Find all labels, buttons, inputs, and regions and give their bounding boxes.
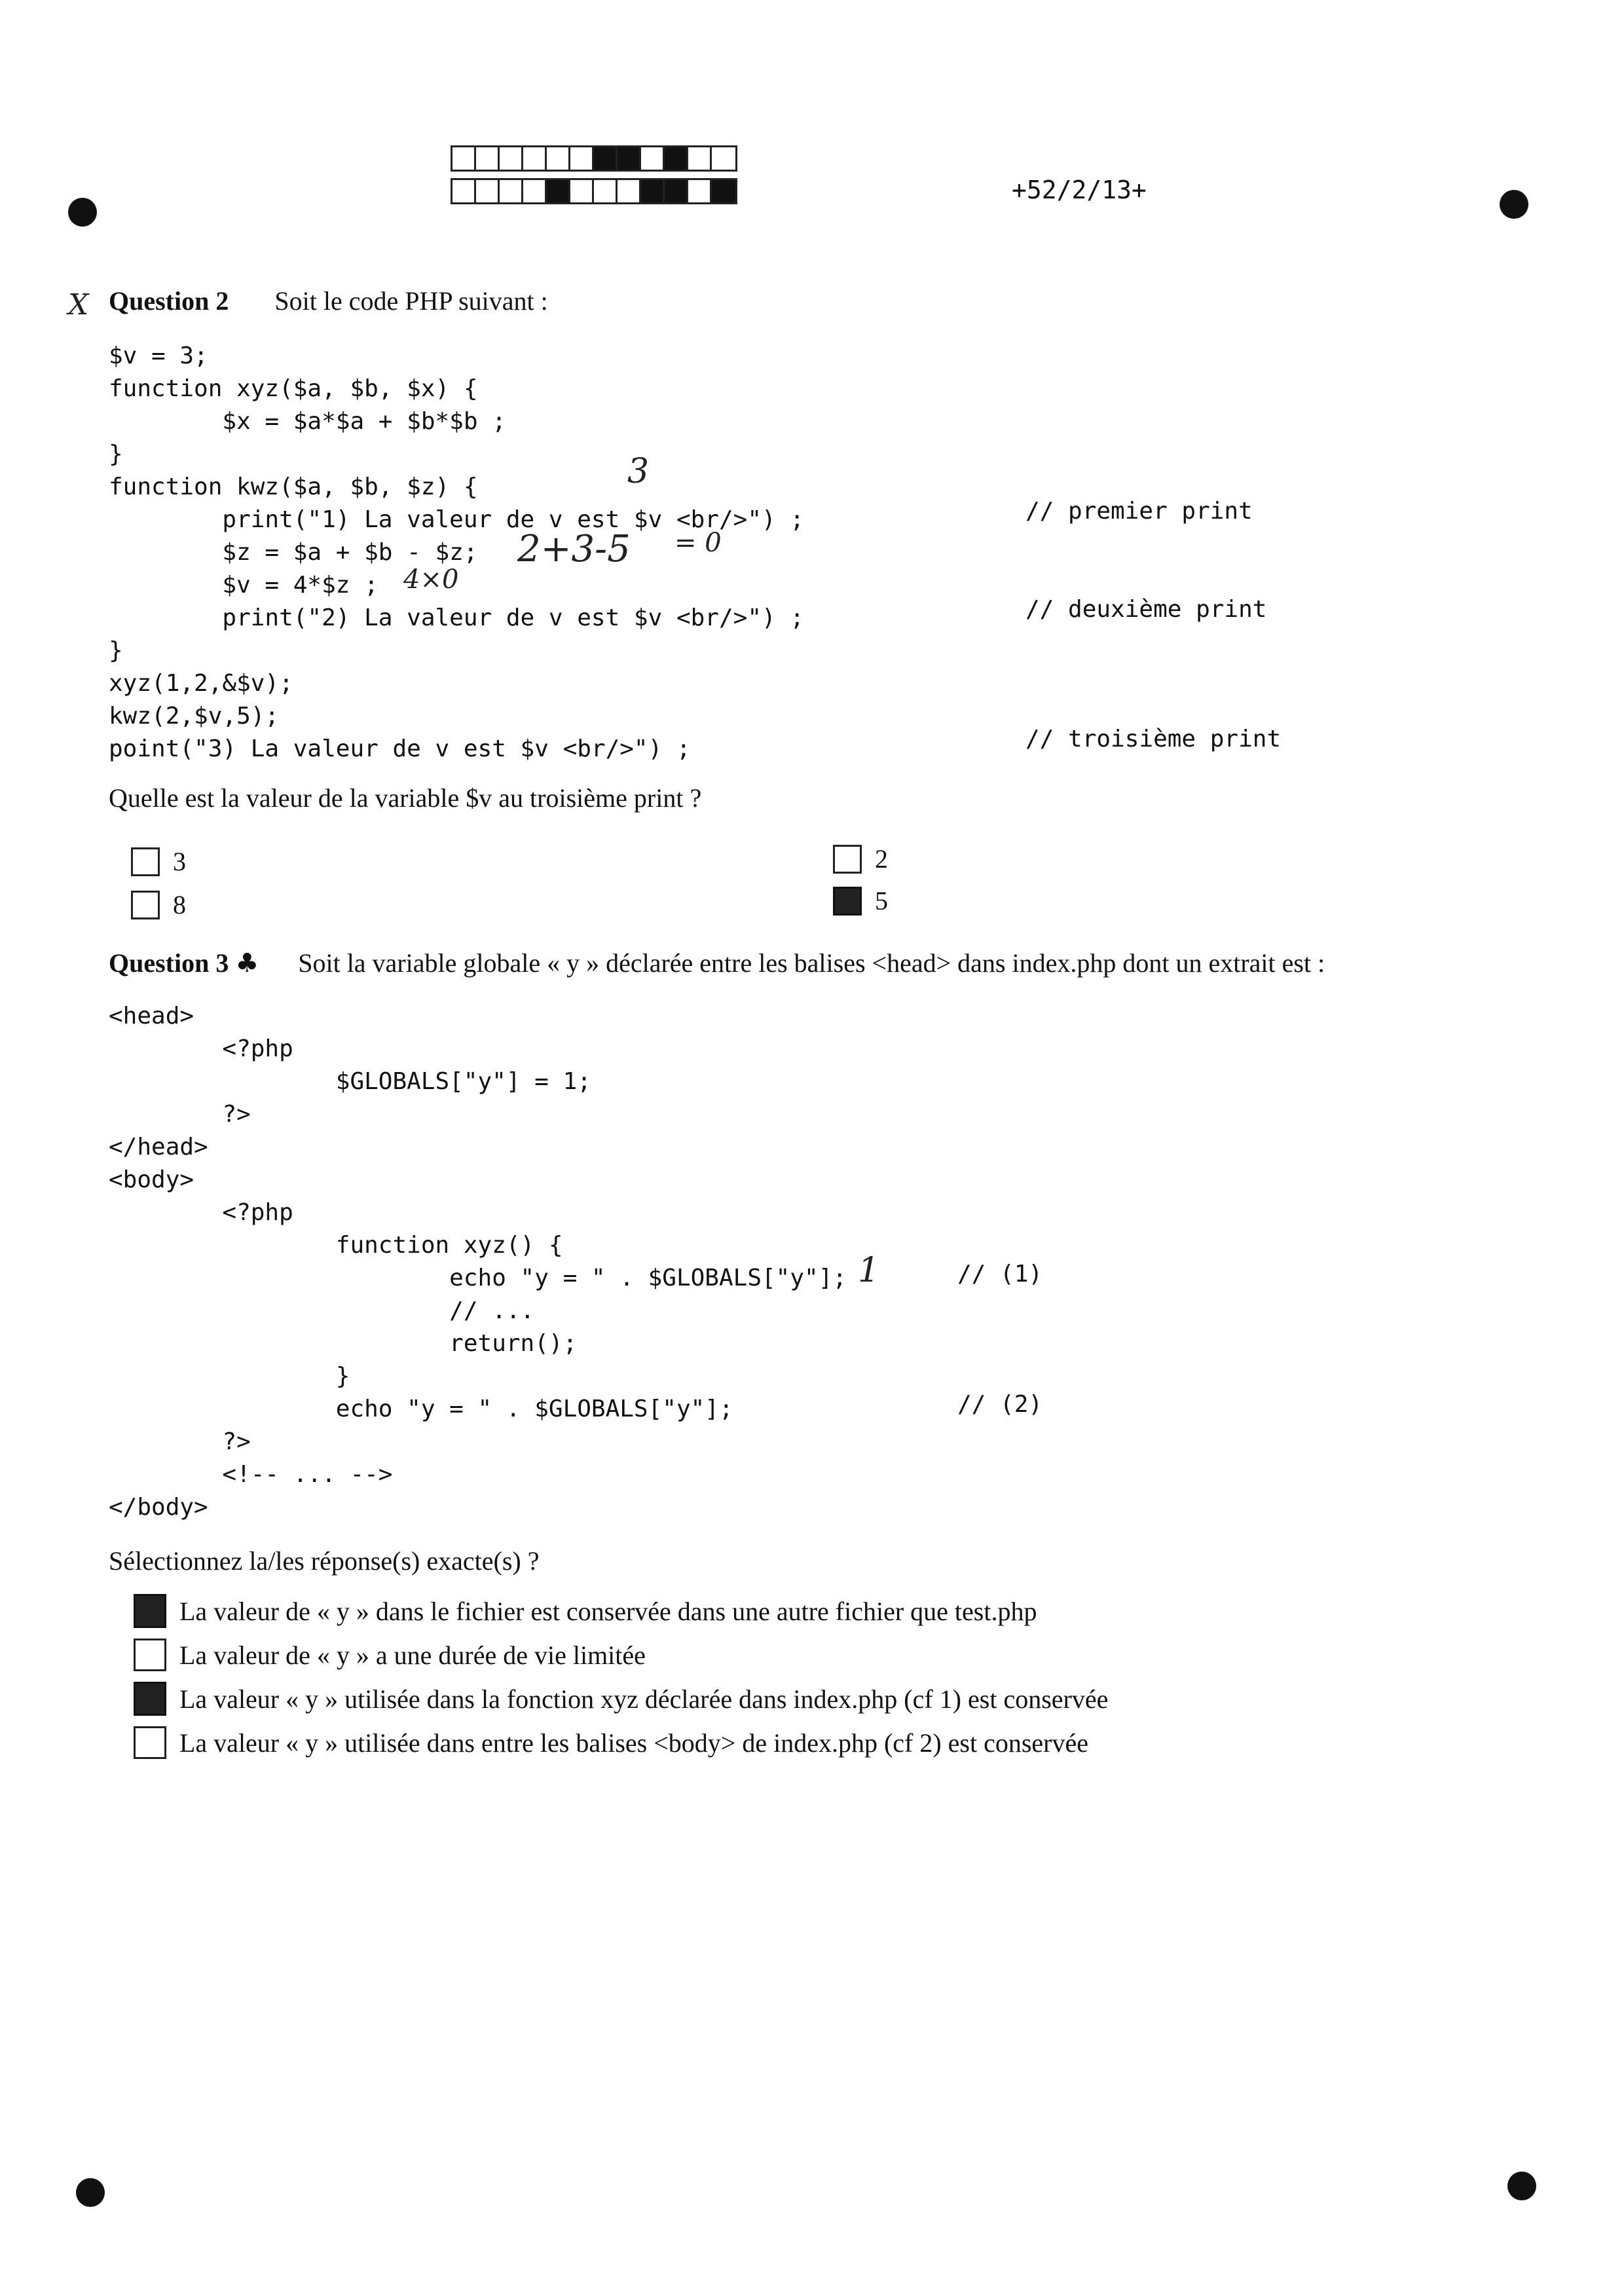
handwritten-eq: = 0: [674, 528, 722, 558]
handwritten-calc: 2+3-5: [517, 528, 631, 570]
code-line: function xyz($a, $b, $x) {: [109, 375, 478, 402]
question-2-prompt: Quelle est la valeur de la variable $v au troisième print ?: [109, 783, 702, 813]
registration-mark-top-right: [1500, 190, 1528, 219]
barcode-cell: [618, 180, 641, 202]
q3-choice-2[interactable]: [134, 1639, 646, 1671]
choice-label: La valeur « y » utilisée dans entre les balises <body> de index.php (cf 2) est conservée: [179, 1728, 1089, 1758]
code-line: }: [109, 1363, 350, 1390]
choice-label: 5: [875, 886, 888, 916]
q2-choice-b[interactable]: [833, 843, 888, 874]
code-line: $z = $a + $b - $z;: [109, 539, 478, 566]
barcode-cell: [500, 180, 523, 202]
code-line: kwz(2,$v,5);: [109, 703, 280, 730]
margin-mark: X: [68, 288, 89, 322]
barcode-cell: [712, 180, 735, 202]
q3-choice-3[interactable]: [134, 1682, 1108, 1716]
q3-choice-4[interactable]: [134, 1726, 1088, 1759]
choice-label: La valeur de « y » dans le fichier est conservée dans une autre fichier que test.php: [179, 1596, 1037, 1626]
code-block-q3: [109, 1000, 847, 1524]
handwritten-mult: 4×0: [403, 565, 459, 595]
handwritten-three: 3: [627, 452, 650, 491]
code-line: xyz(1,2,&$v);: [109, 670, 293, 697]
barcode-cell: [594, 180, 618, 202]
registration-mark-bottom-right: [1507, 2172, 1536, 2200]
comment-2: // (2): [957, 1391, 1043, 1418]
checkbox[interactable]: [833, 845, 862, 874]
code-line: ?>: [109, 1101, 251, 1128]
barcode-cell: [712, 147, 735, 170]
page-id: +52/2/13+: [1012, 176, 1147, 204]
code-line: $x = $a*$a + $b*$b ;: [109, 408, 506, 435]
barcode-cell: [618, 147, 641, 170]
checkbox[interactable]: [134, 1682, 166, 1716]
barcode-cell: [452, 147, 476, 170]
barcode-cell: [665, 180, 688, 202]
registration-mark-top-left: [68, 198, 97, 227]
barcode-cell: [523, 180, 547, 202]
barcode-cell: [476, 180, 500, 202]
code-line: $v = 3;: [109, 343, 208, 369]
checkbox[interactable]: [833, 887, 862, 916]
choice-label: 2: [875, 844, 888, 874]
barcode-row-1: [451, 145, 737, 172]
barcode-cell: [594, 147, 618, 170]
code-line: function xyz() {: [109, 1232, 563, 1259]
registration-mark-bottom-left: [76, 2178, 105, 2207]
barcode-cell: [523, 147, 547, 170]
question-3-title: [109, 948, 1325, 978]
code-line: $GLOBALS["y"] = 1;: [109, 1068, 591, 1095]
code-line: <body>: [109, 1166, 194, 1193]
code-line: point("3) La valeur de v est $v <br/>") ;: [109, 735, 691, 762]
choice-label: La valeur de « y » a une durée de vie limitée: [179, 1640, 646, 1670]
code-line: }: [109, 441, 123, 468]
code-line: print("2) La valeur de v est $v <br/>") ;: [109, 604, 805, 631]
comment-deuxieme: // deuxième print: [1025, 596, 1267, 623]
barcode-cell: [641, 147, 665, 170]
q2-choice-d[interactable]: [833, 885, 888, 916]
code-line: ?>: [109, 1428, 251, 1455]
code-line: <?php: [109, 1199, 293, 1226]
code-line: return();: [109, 1330, 578, 1357]
comment-troisieme: // troisième print: [1025, 726, 1282, 752]
checkbox[interactable]: [134, 1726, 166, 1759]
barcode-cell: [547, 180, 570, 202]
question-label: Question 2: [109, 286, 229, 316]
choice-label: 3: [173, 847, 186, 876]
barcode-cell: [570, 147, 594, 170]
code-line: function kwz($a, $b, $z) {: [109, 473, 478, 500]
question-intro: Soit le code PHP suivant :: [274, 286, 548, 316]
code-line: }: [109, 637, 123, 664]
q3-choice-1[interactable]: [134, 1594, 1037, 1628]
code-line: print("1) La valeur de v est $v <br/>") ;: [109, 506, 805, 533]
code-line: <!-- ... -->: [109, 1461, 393, 1488]
barcode-cell: [547, 147, 570, 170]
club-icon: ♣: [235, 948, 259, 978]
code-line: </body>: [109, 1494, 208, 1521]
checkbox[interactable]: [131, 847, 160, 876]
code-line: echo "y = " . $GLOBALS["y"];: [109, 1396, 733, 1422]
code-line: </head>: [109, 1134, 208, 1160]
question-3-prompt: Sélectionnez la/les réponse(s) exacte(s) ?: [109, 1546, 540, 1576]
choice-label: La valeur « y » utilisée dans la fonction xyz déclarée dans index.php (cf 1) est conservée: [179, 1684, 1109, 1714]
question-label: Question 3: [109, 948, 229, 978]
barcode-cell: [570, 180, 594, 202]
barcode-cell: [688, 180, 712, 202]
barcode-cell: [688, 147, 712, 170]
question-2-title: [109, 286, 548, 316]
question-intro: Soit la variable globale « y » déclarée entre les balises <head> dans index.php dont un extrait est :: [298, 948, 1325, 978]
barcode-cell: [476, 147, 500, 170]
barcode-cell: [452, 180, 476, 202]
comment-1: // (1): [957, 1261, 1043, 1287]
barcode-cell: [641, 180, 665, 202]
q2-choice-c[interactable]: [131, 889, 186, 920]
handwritten-one: 1: [858, 1251, 880, 1290]
checkbox[interactable]: [131, 891, 160, 919]
code-line: <?php: [109, 1035, 293, 1062]
code-line: $v = 4*$z ;: [109, 572, 378, 599]
checkbox[interactable]: [134, 1594, 166, 1628]
choice-label: 8: [173, 890, 186, 919]
code-line: // ...: [109, 1297, 535, 1324]
code-line: echo "y = " . $GLOBALS["y"];: [109, 1265, 847, 1291]
code-line: <head>: [109, 1003, 194, 1029]
barcode-cell: [500, 147, 523, 170]
q2-choice-a[interactable]: [131, 846, 186, 877]
comment-premier: // premier print: [1025, 498, 1253, 525]
barcode-cell: [665, 147, 688, 170]
checkbox[interactable]: [134, 1639, 166, 1671]
barcode-row-2: [451, 178, 737, 204]
